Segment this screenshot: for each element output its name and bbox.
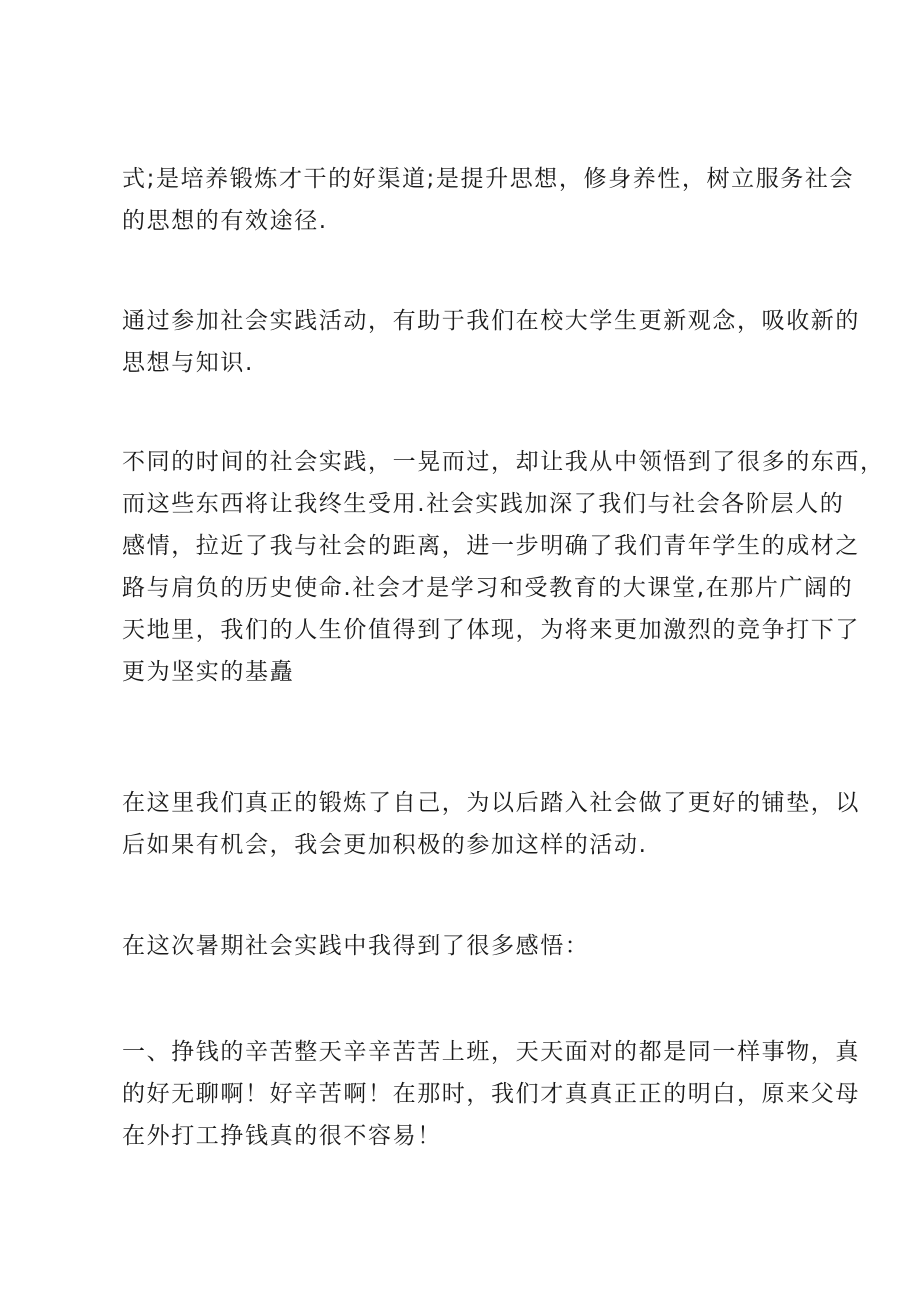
text-line: 不同的时间的社会实践，一晃而过，却让我从中领悟到了很多的东西， (122, 449, 885, 475)
text-line: 更为坚实的基矗 (122, 659, 295, 685)
text-line: 感情，拉近了我与社会的距离，进一步明确了我们青年学生的成材之 (122, 533, 860, 559)
paragraph-3 (122, 441, 885, 693)
paragraph-6 (122, 1031, 860, 1157)
text-line: 思想与知识. (122, 350, 254, 376)
paragraph-1 (122, 158, 855, 242)
text-line: 在这里我们真正的锻炼了自己，为以后踏入社会做了更好的铺垫，以 (122, 790, 860, 816)
paragraph-4 (122, 782, 860, 866)
text-line: 后如果有机会，我会更加积极的参加这样的活动. (122, 832, 648, 858)
paragraph-5 (122, 925, 822, 967)
text-line: 一、挣钱的辛苦整天辛辛苦苦上班，天天面对的都是同一样事物，真 (122, 1039, 860, 1065)
text-line: 而这些东西将让我终生受用.社会实践加深了我们与社会各阶层人的 (122, 491, 845, 517)
text-line: 在外打工挣钱真的很不容易！ (122, 1123, 442, 1149)
text-line: 路与肩负的历史使命.社会才是学习和受教育的大课堂,在那片广阔的 (122, 575, 854, 601)
text-line: 在这次暑期社会实践中我得到了很多感悟： (122, 933, 590, 959)
text-line: 式;是培养锻炼才干的好渠道;是提升思想，修身养性，树立服务社会 (122, 166, 855, 192)
paragraph-2 (122, 300, 860, 384)
text-line: 的思想的有效途径. (122, 208, 328, 234)
text-line: 的好无聊啊！好辛苦啊！在那时，我们才真真正正的明白，原来父母 (122, 1081, 860, 1107)
text-line: 天地里，我们的人生价值得到了体现，为将来更加激烈的竞争打下了 (122, 617, 860, 643)
text-line: 通过参加社会实践活动，有助于我们在校大学生更新观念，吸收新的 (122, 308, 860, 334)
